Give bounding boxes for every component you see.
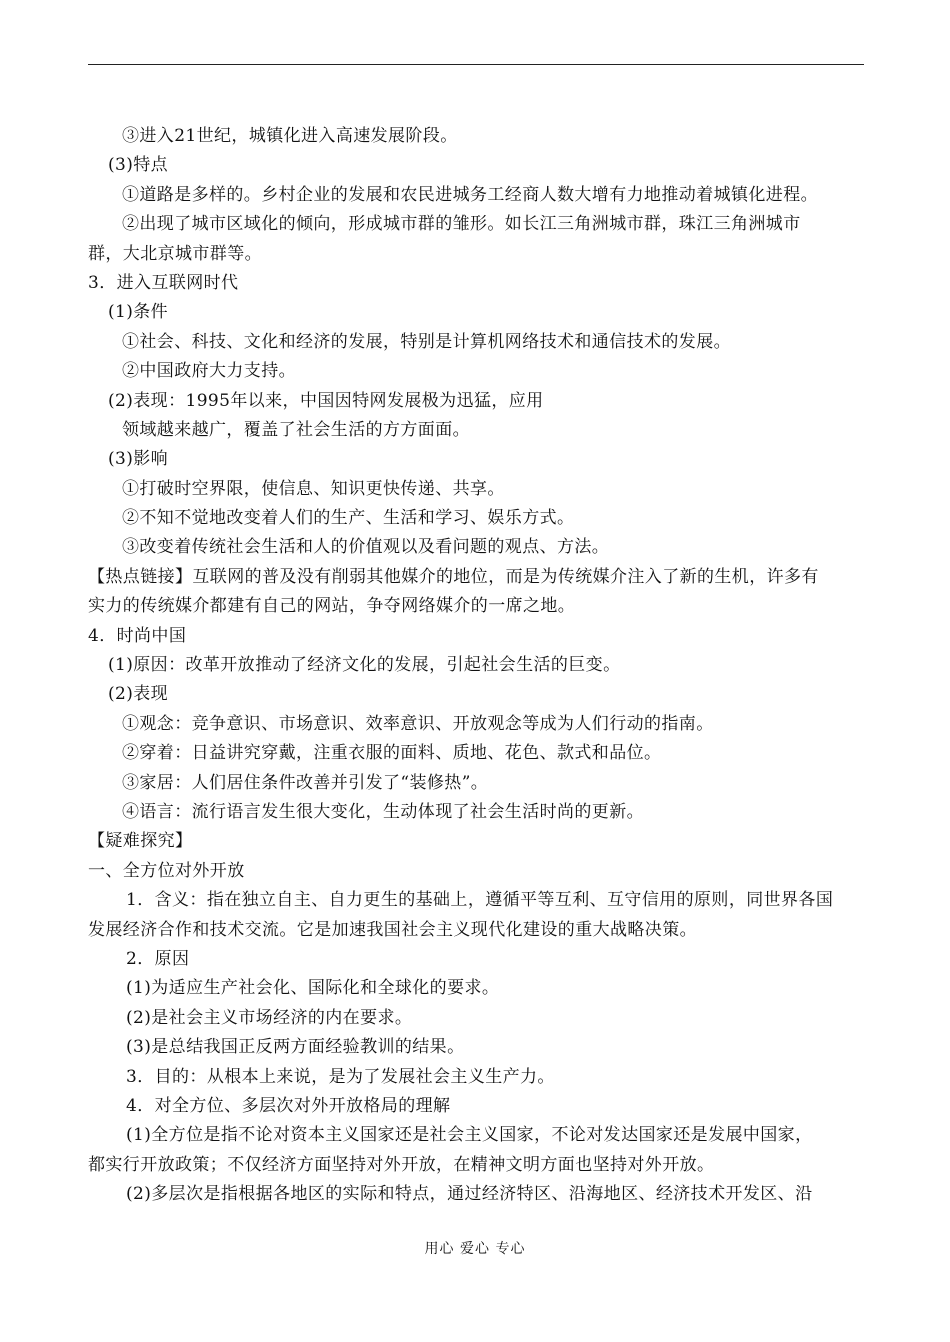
list-item: ③家居：人们居住条件改善并引发了“装修热”。 [122,772,489,793]
paragraph-continuation: 都实行开放政策；不仅经济方面坚持对外开放，在精神文明方面也坚持对外开放。 [88,1154,715,1175]
subheading: 3．目的：从根本上来说，是为了发展社会主义生产力。 [126,1066,555,1087]
page-footer: 用心 爱心 专心 [424,1241,526,1257]
list-item: ②中国政府大力支持。 [122,361,296,382]
subheading: 4．对全方位、多层次对外开放格局的理解 [126,1095,451,1116]
paragraph: (2)多层次是指根据各地区的实际和特点，通过经济特区、沿海地区、经济技术开发区、沿 [126,1184,813,1205]
paragraph-continuation: 领域越来越广，覆盖了社会生活的方方面面。 [122,419,470,440]
list-item: ①打破时空界限，使信息、知识更快传递、共享。 [122,478,505,499]
section-heading: 3．进入互联网时代 [88,272,239,293]
subheading: (2)表现：1995年以来，中国因特网发展极为迅猛，应用 [108,390,544,411]
list-item: ②出现了城市区域化的倾向，形成城市群的雏形。如长江三角洲城市群，珠江三角洲城市 [122,214,801,235]
subheading: (1)原因：改革开放推动了经济文化的发展，引起社会生活的巨变。 [108,655,621,676]
list-item: ①社会、科技、文化和经济的发展，特别是计算机网络技术和通信技术的发展。 [122,331,731,352]
list-item-continuation: 群，大北京城市群等。 [88,243,262,264]
subheading: (3)特点 [108,155,169,176]
list-item: (1)为适应生产社会化、国际化和全球化的要求。 [126,978,500,999]
subheading: (2)表现 [108,684,169,705]
list-item: (3)是总结我国正反两方面经验教训的结果。 [126,1037,465,1058]
paragraph-continuation: 发展经济合作和技术交流。它是加速我国社会主义现代化建设的重大战略决策。 [88,919,697,940]
list-item: ②穿着：日益讲究穿戴，注重衣服的面料、质地、花色、款式和品位。 [122,743,662,764]
list-item: ④语言：流行语言发生很大变化，生动体现了社会生活时尚的更新。 [122,801,644,822]
hotspot-link-continuation: 实力的传统媒介都建有自己的网站，争夺网络媒介的一席之地。 [88,596,576,617]
list-item: ③改变着传统社会生活和人的价值观以及看问题的观点、方法。 [122,537,610,558]
paragraph: (1)全方位是指不论对资本主义国家还是社会主义国家，不论对发达国家还是发展中国家， [126,1125,813,1146]
list-item: ②不知不觉地改变着人们的生产、生活和学习、娱乐方式。 [122,508,575,529]
section-heading: 【疑难探究】 [88,831,193,852]
list-item: ①道路是多样的。乡村企业的发展和农民进城务工经商人数大增有力地推动着城镇化进程。 [122,184,818,205]
list-item: ③进入21世纪，城镇化进入高速发展阶段。 [122,126,458,146]
subheading: (1)条件 [108,302,169,323]
header-rule [88,64,864,65]
section-heading: 一、全方位对外开放 [88,860,245,881]
list-item: (2)是社会主义市场经济的内在要求。 [126,1007,413,1028]
subheading: (3)影响 [108,449,169,470]
paragraph: 1．含义：指在独立自主、自力更生的基础上，遵循平等互利、互守信用的原则，同世界各国 [126,890,834,911]
hotspot-link-paragraph: 【热点链接】互联网的普及没有削弱其他媒介的地位，而是为传统媒介注入了新的生机，许多有 [88,566,819,587]
document-body [88,122,864,1209]
subheading: 2．原因 [126,948,190,969]
list-item: ①观念：竞争意识、市场意识、效率意识、开放观念等成为人们行动的指南。 [122,713,714,734]
section-heading: 4．时尚中国 [88,625,187,646]
